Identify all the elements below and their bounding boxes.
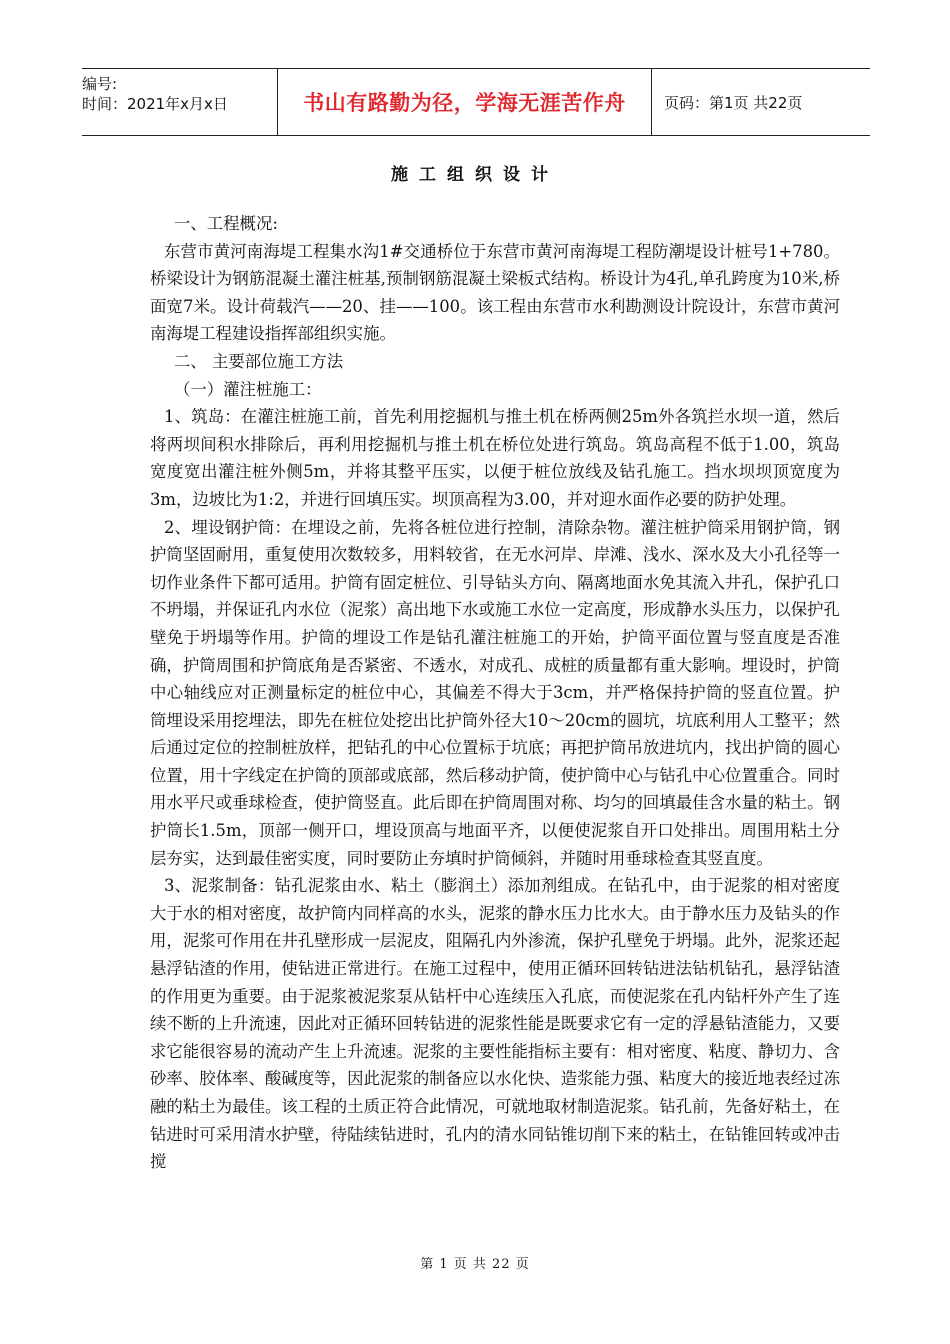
paragraph-overview: 东营市黄河南海堤工程集水沟1#交通桥位于东营市黄河南海堤工程防潮堤设计桩号1+780。桥梁设计为钢筋混凝土灌注桩基,预制钢筋混凝土梁板式结构。桥设计为4孔,单孔跨度为10米,桥面宽7米。设计荷载汽——20、挂——100。该工程由东营市水利勘测设计院设计，东营市黄河南海堤工程建设指挥部组织实施。 (150, 241, 840, 344)
document-body (150, 210, 840, 1176)
document-date-label: 时间：2021年x月x日 (82, 95, 228, 113)
paragraph-mud: 3、泥浆制备：钻孔泥浆由水、粘土（膨润土）添加剂组成。在钻孔中，由于泥浆的相对密度大于水的相对密度，故护筒内同样高的水头，泥浆的静水压力比水大。由于静水压力及钻头的作用，泥浆可作用在井孔壁形成一层泥皮，阻隔孔内外渗流，保护孔壁免于坍塌。此外，泥浆还起悬浮钻渣的作用，使钻进正常进行。在施工过程中，使用正循环回转钻进法钻机钻孔，悬浮钻渣的作用更为重要。由于泥浆被泥浆泵从钻杆中心连续压入孔底，而使泥浆在孔内钻杆外产生了连续不断的上升流速，因此对正循环回转钻进的泥浆性能是既要求它有一定的浮悬钻渣能力，又要求它能很容易的流动产生上升流速。泥浆的主要性能指标主要有：相对密度、粘度、静切力、含砂率、胶体率、酸碱度等，因此泥浆的制备应以水化快、造浆能力强、粘度大的接近地表经过冻融的粘土为最佳。该工程的土质正符合此情况，可就地取材制造泥浆。钻孔前，先备好粘土，在钻进时可采用清水护壁，待陆续钻进时，孔内的清水同钻锥切削下来的粘土，在钻锥回转或冲击搅 (150, 876, 840, 1172)
page-header (82, 68, 870, 136)
header-meta (82, 69, 277, 135)
section-heading-overview: 一、工程概况: (174, 214, 278, 233)
header-motto: 书山有路勤为径，学海无涯苦作舟 (277, 69, 652, 135)
page-footer: 第 1 页 共 22 页 (420, 1257, 530, 1272)
subsection-heading-piles: （一）灌注桩施工： (174, 379, 322, 399)
paragraph-casing: 2、埋设钢护筒：在埋设之前，先将各桩位进行控制，清除杂物。灌注桩护筒采用钢护筒，钢护筒坚固耐用，重复使用次数较多，用料较省，在无水河岸、岸滩、浅水、深水及大小孔径等一切作业条件下都可适用。护筒有固定桩位、引导钻头方向、隔离地面水免其流入井孔，保护孔口不坍塌，并保证孔内水位（泥浆）高出地下水或施工水位一定高度，形成静水头压力，以保护孔壁免于坍塌等作用。护筒的埋设工作是钻孔灌注桩施工的开始，护筒平面位置与竖直度是否准确，护筒周围和护筒底角是否紧密、不透水，对成孔、成桩的质量都有重大影响。埋设时，护筒中心轴线应对正测量标定的桩位中心，其偏差不得大于3cm，并严格保持护筒的竖直位置。护筒埋设采用挖埋法，即先在桩位处挖出比护筒外径大10～20cm的圆坑，坑底利用人工整平；然后通过定位的控制桩放样，把钻孔的中心位置标于坑底；再把护筒吊放进坑内，找出护筒的圆心位置，用十字线定在护筒的顶部或底部，然后移动护筒，使护筒中心与钻孔中心位置重合。同时用水平尺或垂球检查，使护筒竖直。此后即在护筒周围对称、均匀的回填最佳含水量的粘土。钢护筒长1.5m，顶部一侧开口，埋设顶高与地面平齐，以便使泥浆自开口处排出。周围用粘土分层夯实，达到最佳密实度，同时要防止夯填时护筒倾斜，并随时用垂球检查其竖直度。 (150, 517, 840, 868)
section-heading-methods: 二、 主要部位施工方法 (174, 351, 344, 371)
paragraph-island: 1、筑岛：在灌注桩施工前，首先利用挖掘机与推土机在桥两侧25m外各筑拦水坝一道，然后将两坝间积水排除后，再利用挖掘机与推土机在桥位处进行筑岛。筑岛高程不低于1.00，筑岛宽度宽出灌注桩外侧5m，并将其整平压实，以便于桩位放线及钻孔施工。挡水坝坝顶宽度为3m，边坡比为1:2，并进行回填压实。坝顶高程为3.00，并对迎水面作必要的防护处理。 (150, 407, 840, 509)
document-number-label: 编号: (82, 75, 118, 93)
document-title: 施工组织设计 (391, 165, 559, 185)
header-page-info: 页码：第1页 共22页 (664, 93, 803, 112)
